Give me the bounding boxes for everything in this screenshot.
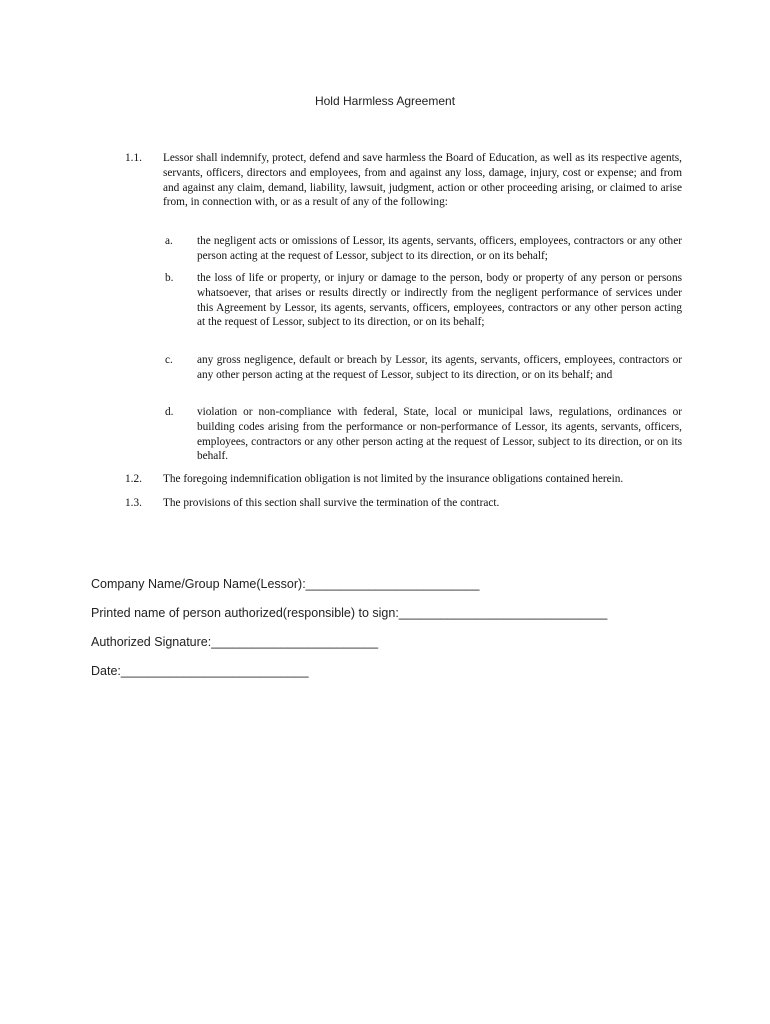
clause-1-2 (125, 472, 682, 487)
item-text: the negligent acts or omissions of Lessor, its agents, servants, officers, employees, contractors or any other person acting at the request of Lessor, subject to its direction, or on its behalf; (197, 235, 682, 262)
company-name-field[interactable]: Company Name/Group Name(Lessor):_________________________ (91, 577, 480, 591)
item-text: violation or non-compliance with federal, State, local or municipal laws, regulations, ordinances or building codes arising from the performance or non-performance of Lessor, its agents, servants, officers, employees, contractors or any other person acting at the request of Lessor, subject to its direction, or on its behalf. (197, 406, 682, 463)
clause-1-1-item-b (163, 271, 682, 330)
date-field[interactable]: Date:___________________________ (91, 664, 309, 678)
clause-1-3 (125, 496, 682, 511)
clause-1-1-item-c (163, 353, 682, 383)
clause-number: 1.1. (125, 152, 142, 164)
clause-1-1-item-a (163, 234, 682, 264)
clause-1-1 (125, 151, 682, 210)
clause-text: Lessor shall indemnify, protect, defend and save harmless the Board of Education, as well as its respective agents, servants, officers, directors and employees, from and against any loss, damage, injury, cost or expense; and from and against any claim, demand, liability, lawsuit, judgment, action or other proceeding arising, or claimed to arise from, in connection with, or as a result of any of the following: (163, 152, 682, 209)
item-text: any gross negligence, default or breach by Lessor, its agents, servants, officers, employees, contractors or any other person acting at the request of Lessor, subject to its direction, or on its behalf; and (197, 354, 682, 381)
authorized-signature-field[interactable]: Authorized Signature:________________________ (91, 635, 379, 649)
clause-number: 1.3. (125, 497, 142, 509)
item-letter: b. (165, 272, 174, 284)
document-title: Hold Harmless Agreement (314, 94, 456, 108)
clause-1-1-item-d (163, 405, 682, 464)
clause-text: The provisions of this section shall survive the termination of the contract. (163, 497, 500, 509)
printed-name-field[interactable]: Printed name of person authorized(responsible) to sign:______________________________ (91, 606, 608, 620)
clause-text: The foregoing indemnification obligation is not limited by the insurance obligations contained herein. (163, 473, 624, 485)
item-letter: d. (165, 406, 174, 418)
item-text: the loss of life or property, or injury or damage to the person, body or property of any person or persons whatsoever, that arises or results directly or indirectly from the negligent performance of services under this Agreement by Lessor, its agents, servants, officers, employees, contractors or any other person acting at the request of Lessor, subject to its direction, or on its behalf; (197, 272, 682, 329)
item-letter: c. (165, 354, 173, 366)
clause-number: 1.2. (125, 473, 142, 485)
item-letter: a. (165, 235, 173, 247)
